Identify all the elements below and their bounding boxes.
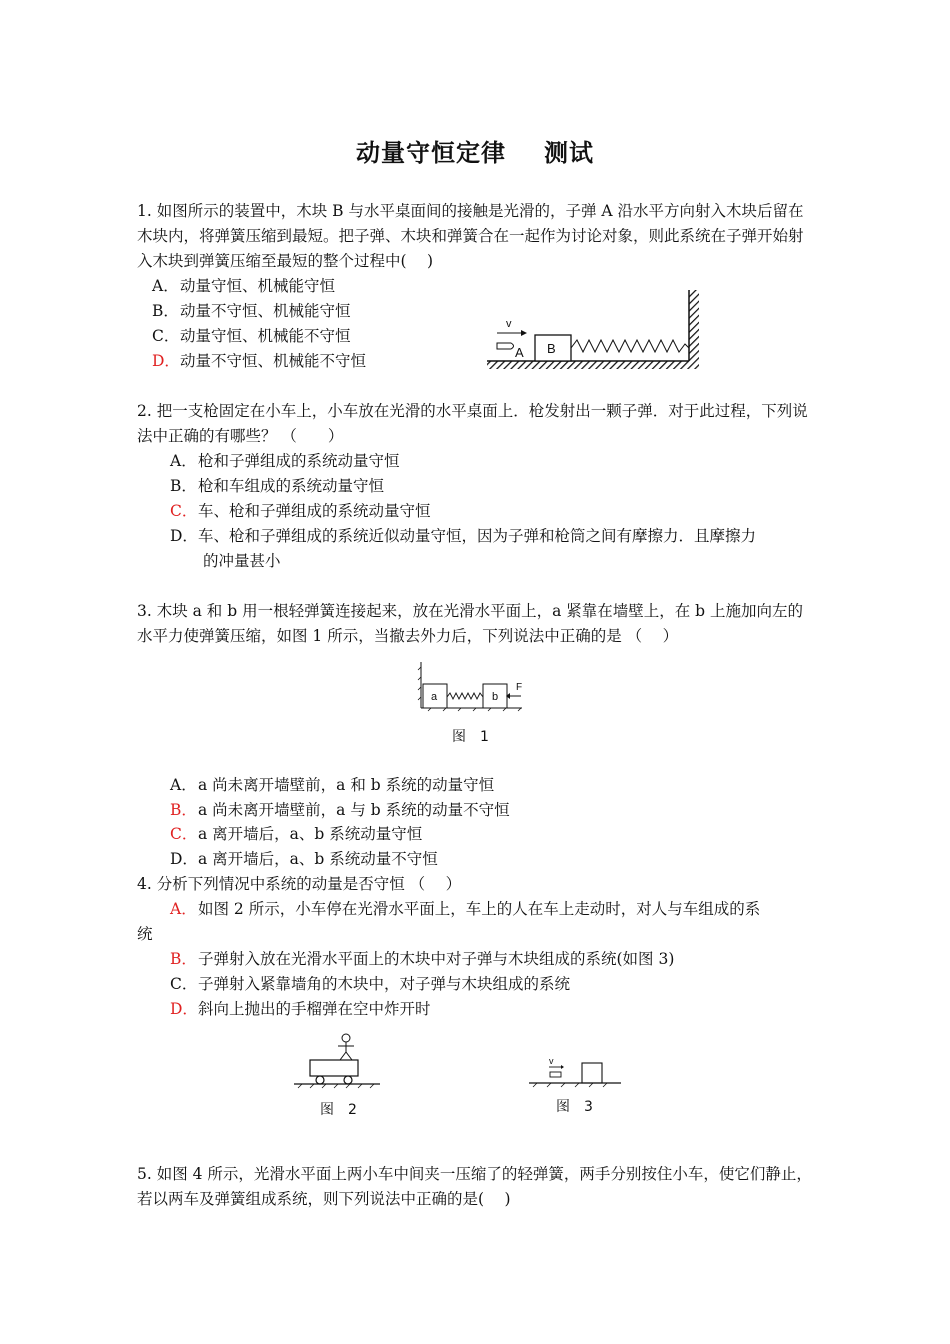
q2-option-a: A．枪和子弹组成的系统动量守恒 xyxy=(170,452,400,470)
q4-option-b: B．子弹射入放在光滑水平面上的木块中对子弹与木块组成的系统(如图 3) xyxy=(170,950,675,968)
q3-caption: 图 1 xyxy=(452,729,489,745)
q5-stem: 5. 如图 4 所示，光滑水平面上两小车中间夹一压缩了的轻弹簧，两手分别按住小车，使它们静止，若以两车及弹簧组成系统，则下列说法中正确的是( ) xyxy=(137,1165,812,1208)
fig3-block xyxy=(582,1063,602,1083)
page-title xyxy=(0,133,950,168)
q4-option-d: D．斜向上抛出的手榴弹在空中炸开时 xyxy=(170,1000,431,1018)
q4-option-a: A．如图 2 所示，小车停在光滑水平面上，车上的人在车上走动时，对人与车组成的系 xyxy=(170,900,761,918)
q1-stem: 1. 如图所示的装置中，木块 B 与水平桌面间的接触是光滑的，子弹 A 沿水平方向射入木块后留在木块内，将弹簧压缩到最短。把子弹、木块和弹簧合在一起作为讨论对象，则此系统在子弹开始射入木块到弹簧压缩至最短的整个过程中( ) xyxy=(137,202,804,270)
fig2-wheel-right xyxy=(344,1076,352,1084)
q4-option-c: C．子弹射入紧靠墙角的木块中，对子弹与木块组成的系统 xyxy=(170,975,571,993)
q3-label-b: b xyxy=(492,691,499,703)
q3-stem: 3. 木块 a 和 b 用一根轻弹簧连接起来，放在光滑水平面上，a 紧靠在墙壁上，在 b 上施加向左的水平力使弹簧压缩，如图 1 所示，当撤去外力后，下列说法中正确的是 （ ） xyxy=(137,602,804,645)
q1-spring xyxy=(571,340,689,352)
q4-figure-3 xyxy=(527,1055,623,1091)
q3-figure-1 xyxy=(418,660,528,712)
fig3-bullet xyxy=(550,1072,561,1077)
q4-caption-2: 图 2 xyxy=(320,1102,357,1118)
q1-label-v: v xyxy=(506,318,512,330)
q2-option-d-continuation: 的冲量甚小 xyxy=(203,552,281,570)
q1-figure xyxy=(485,288,705,372)
fig2-cart-body xyxy=(310,1060,358,1076)
q2-stem: 2. 把一支枪固定在小车上，小车放在光滑的水平桌面上．枪发射出一颗子弹．对于此过程，下列说法中正确的有哪些？ （ ） xyxy=(137,402,808,445)
q2-option-c: C．车、枪和子弹组成的系统动量守恒 xyxy=(170,502,431,520)
q3-option-a: A．a 尚未离开墙壁前，a 和 b 系统的动量守恒 xyxy=(170,776,495,794)
q1-floor xyxy=(487,361,699,369)
q2-option-b: B．枪和车组成的系统动量守恒 xyxy=(170,477,385,495)
q3-label-a: a xyxy=(431,691,438,703)
q3-spring xyxy=(447,693,483,699)
q1-wall xyxy=(689,290,699,369)
fig2-wheel-left xyxy=(316,1076,324,1084)
q3-option-d: D．a 离开墙后，a、b 系统动量不守恒 xyxy=(170,850,438,868)
q1-bullet xyxy=(497,343,514,349)
q3-label-f: F xyxy=(516,682,523,693)
fig3-label-v: v xyxy=(549,1056,554,1066)
q1-option-c: C．动量守恒、机械能不守恒 xyxy=(152,327,351,345)
q1-option-b: B．动量不守恒、机械能守恒 xyxy=(152,302,351,320)
title-sub: 测试 xyxy=(544,139,594,167)
q3-option-c: C．a 离开墙后，a、b 系统动量守恒 xyxy=(170,825,423,843)
q4-figure-2 xyxy=(292,1030,384,1090)
fig2-person-head xyxy=(342,1034,350,1042)
q2-option-d: D．车、枪和子弹组成的系统近似动量守恒，因为子弹和枪筒之间有摩擦力．且摩擦力 xyxy=(170,527,757,545)
q4-caption-3: 图 3 xyxy=(556,1099,593,1115)
title-main: 动量守恒定律 xyxy=(356,139,506,167)
q4-option-a-continuation: 统 xyxy=(137,925,153,943)
q3-option-b: B．a 尚未离开墙壁前，a 与 b 系统的动量不守恒 xyxy=(170,801,510,819)
q1-label-b: B xyxy=(547,341,556,356)
q1-option-a: A．动量守恒、机械能守恒 xyxy=(152,277,336,295)
q1-option-d: D．动量不守恒、机械能不守恒 xyxy=(152,352,367,370)
q1-label-a: A xyxy=(515,345,524,360)
q4-stem: 4. 分析下列情况中系统的动量是否守恒 （ ） xyxy=(137,875,462,893)
